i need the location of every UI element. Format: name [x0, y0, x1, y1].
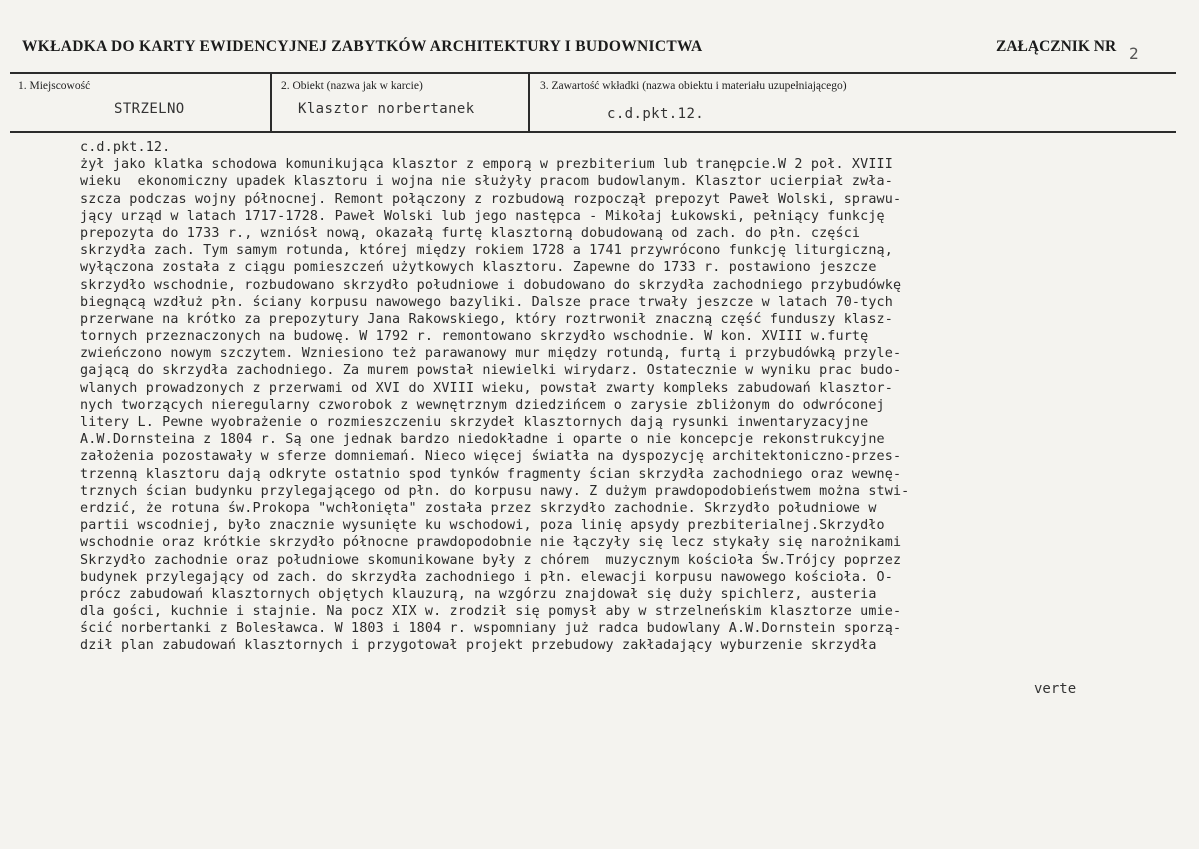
text-line: A.W.Dornsteina z 1804 r. Są one jednak bardzo niedokładne i oparte o nie koncepcje rekonstrukcyjne [80, 432, 885, 448]
text-line: c.d.pkt.12. [80, 140, 171, 155]
attachment-number: 2 [1129, 44, 1139, 63]
text-line: trzenną klasztoru dają odkryte ostatnio spod tynków fragmenty ścian skrzydła zachodniego oraz wewnę- [80, 466, 902, 482]
field-divider-2 [528, 72, 530, 132]
text-line: partii wscodniej, było znacznie wysunięte ku wschodowi, poza linię apsydy prezbiterialnej.Skrzydło [80, 518, 885, 534]
text-line: prócz zabudowań klasztornych objętych klauzurą, na wzgórzu znajdował się duży spichlerz, austeria [80, 586, 877, 602]
text-line: skrzydła zach. Tym samym rotunda, której między rokiem 1728 a 1741 przywrócono funkcję liturgiczną, [80, 243, 893, 259]
text-line: biegnącą wzdłuż płn. ściany korpusu nawowego bazyliki. Dalsze prace trwały jeszcze w latach 70-tych [80, 294, 893, 310]
form-title: WKŁADKA DO KARTY EWIDENCYJNEJ ZABYTKÓW ARCHITEKTURY I BUDOWNICTWA [22, 38, 703, 55]
fields-bottom-rule [10, 131, 1176, 133]
text-line: budynek przylegający od zach. do skrzydła zachodniego i płn. elewacji korpusu nawowego kościoła. O- [80, 569, 893, 585]
text-line: żył jako klatka schodowa komunikująca klasztor z emporą w prezbiterium lub tranępcie.W 2 poł. XVIII [80, 157, 893, 173]
text-line: ścić norbertanki z Bolesławca. W 1803 i 1804 r. wspomniany już radca budowlany A.W.Dornstein sporzą- [80, 621, 902, 637]
contents-label: 3. Zawartość wkładki (nazwa obiektu i materiału uzupełniającego) [540, 80, 847, 92]
field-divider-1 [270, 72, 272, 132]
object-value: Klasztor norbertanek [298, 101, 475, 117]
attachment-label: ZAŁĄCZNIK NR [996, 38, 1117, 55]
text-line: gającą do skrzydła zachodniego. Za murem powstał niewielki wirydarz. Ostatecznie w wyniku prac budo- [80, 363, 902, 379]
text-line: dla gości, kuchnie i stajnie. Na pocz XIX w. zrodził się pomysł aby w strzelneńskim klasztorze umie- [80, 604, 902, 620]
text-line: skrzydło wschodnie, rozbudowano skrzydło południowe i dobudowano do skrzydła zachodniego przybudówkę [80, 277, 902, 293]
text-line: prepozyta do 1733 r., wzniósł nową, okazałą furtę klasztorną dobudowaną od zach. do płn. części [80, 225, 861, 241]
text-line: litery L. Pewne wyobrażenie o rozmieszczeniu skrzydeł klasztornych dają rysunki inwentaryzacyjne [80, 415, 869, 430]
text-line: dził plan zabudowań klasztornych i przygotował projekt przebudowy zakładający wyburzenie skrzydła [80, 638, 877, 654]
text-line: założenia pozostawały w sferze domniemań. Nieco więcej światła na dyspozycję architektoniczno-przes- [80, 449, 902, 465]
text-line: trznych ścian budynku przylegającego od płn. do korpusu nawy. Z dużym prawdopodobieństwem można stwi- [80, 483, 910, 499]
verte-note: verte [1034, 681, 1077, 697]
text-line: wieku ekonomiczny upadek klasztoru i wojna nie służyły pracom budowlanym. Klasztor ucierpiał zwła- [80, 174, 893, 190]
typed-text-body [80, 139, 1120, 655]
text-line: jący urząd w latach 1717-1728. Paweł Wolski lub jego następca - Mikołaj Łukowski, pełniący funkcję [80, 208, 885, 224]
text-line: Skrzydło zachodnie oraz południowe skomunikowane były z chórem muzycznym kościoła Św.Trójcy poprzez [80, 552, 902, 568]
locality-label: 1. Miejscowość [18, 80, 91, 92]
text-line: wschodnie oraz krótkie skrzydło północne prawdopodobnie nie łączyły się lecz stykały się narożnikami [80, 535, 902, 551]
header-rule [10, 72, 1176, 74]
locality-value: STRZELNO [114, 101, 185, 117]
text-line: tornych przeznaczonych na budowę. W 1792 r. remontowano skrzydło wschodnie. W kon. XVIII w.furtę [80, 329, 869, 345]
text-line: nych tworzących nieregularny czworobok z wewnętrznym dziedzińcem o zarysie zbliżonym do odwróconej [80, 397, 885, 413]
contents-value: c.d.pkt.12. [607, 106, 705, 122]
text-line: wyłączona została z ciągu pomieszczeń użytkowych klasztoru. Zapewne do 1733 r. postawiono jeszcze [80, 260, 877, 276]
text-line: przerwane na krótko za prepozytury Jana Rakowskiego, który roztrwonił znaczną część funduszy klasz- [80, 311, 893, 327]
text-line: szcza podczas wojny północnej. Remont połączony z rozbudową rozpoczął prepozyt Paweł Wolski, sprawu- [80, 191, 902, 207]
object-label: 2. Obiekt (nazwa jak w karcie) [281, 80, 423, 92]
text-line: wlanych prowadzonych z przerwami od XVI do XVIII wieku, powstał zwarty kompleks zabudowań klasztor- [80, 380, 893, 396]
text-line: zwieńczono nowym szczytem. Wzniesiono też parawanowy mur między rotundą, furtą i przybudówką przyle- [80, 346, 902, 362]
text-line: erdzić, że rotuna św.Prokopa "wchłonięta" została przez skrzydło zachodnie. Skrzydło południowe w [80, 500, 877, 516]
